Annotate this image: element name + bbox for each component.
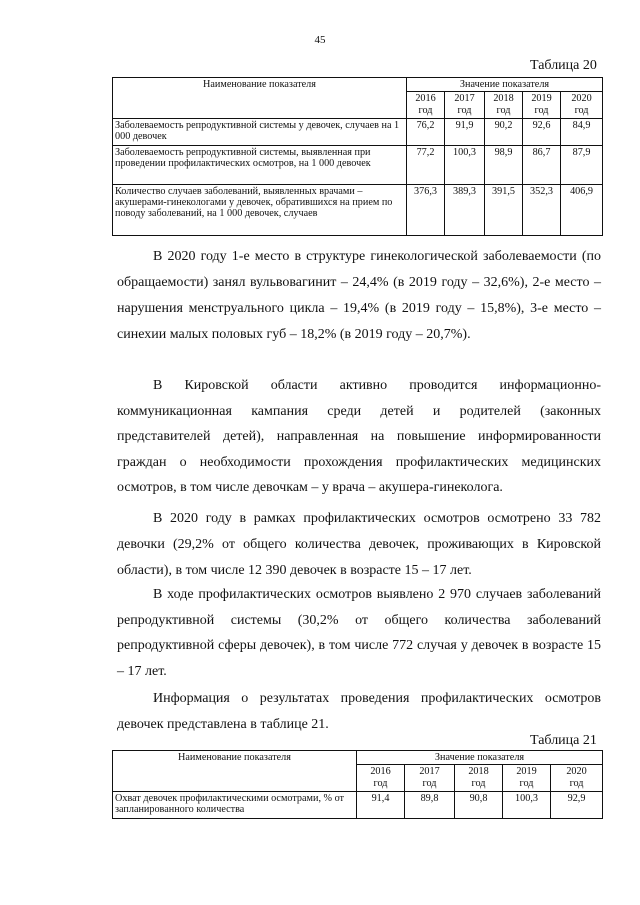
- table20-name-header: Наименование показателя: [113, 78, 407, 119]
- table-cell: 77,2: [407, 146, 445, 185]
- paragraph: В 2020 году 1-е место в структуре гинекологической заболеваемости (по обращаемости) занял вульвовагинит – 24,4% (в 2019 году – 32,6%), 2-е место – нарушения менструального цикла – 19,4% (в 2019 году – 15,8%), 3-е место – синехии малых половых губ – 18,2% (в 2019 году – 20,7%).: [117, 249, 601, 342]
- table20-row-name: Заболеваемость репродуктивной системы, выявленная при проведении профилактических осмотров, на 1 000 девочек: [113, 146, 407, 185]
- table-cell: 92,6: [523, 119, 561, 146]
- table20-year-cell: 2017 год: [445, 92, 485, 119]
- table20-year-cell: 2020 год: [561, 92, 603, 119]
- table-cell: 100,3: [503, 792, 551, 819]
- table-row: [113, 146, 603, 185]
- table21-year-cell: 2016 год: [357, 765, 405, 792]
- table21: [112, 750, 603, 819]
- page-number: 45: [314, 34, 326, 46]
- table-cell: 92,9: [551, 792, 603, 819]
- table21-year-cell: 2019 год: [503, 765, 551, 792]
- table-cell: 406,9: [561, 185, 603, 236]
- table-cell: 98,9: [485, 146, 523, 185]
- table20-year-cell: 2019 год: [523, 92, 561, 119]
- table-cell: 376,3: [407, 185, 445, 236]
- table-cell: 86,7: [523, 146, 561, 185]
- table-cell: 91,9: [445, 119, 485, 146]
- table-cell: 76,2: [407, 119, 445, 146]
- table-row: [113, 185, 603, 236]
- paragraph: Информация о результатах проведения профилактических осмотров девочек представлена в таблице 21.: [117, 691, 601, 732]
- table21-row-name: Охват девочек профилактическими осмотрами, % от запланированного количества: [113, 792, 357, 819]
- table20-year-cell: 2016 год: [407, 92, 445, 119]
- paragraph: В ходе профилактических осмотров выявлено 2 970 случаев заболеваний репродуктивной системы (30,2% от общего количества заболеваний репродуктивной сферы девочек), в том числе 772 случая у девочек в возрасте 15 – 17 лет.: [117, 587, 601, 679]
- table-cell: 100,3: [445, 146, 485, 185]
- table-cell: 90,2: [485, 119, 523, 146]
- table20-value-header: Значение показателя: [407, 78, 603, 92]
- table-row: [113, 792, 603, 819]
- paragraph: В 2020 году в рамках профилактических осмотров осмотрено 33 782 девочки (29,2% от общего количества девочек, проживающих в Кировской области), в том числе 12 390 девочек в возрасте 15 – 17 лет.: [117, 511, 601, 578]
- table21-year-cell: 2017 год: [405, 765, 455, 792]
- table-cell: 90,8: [455, 792, 503, 819]
- table21-value-header: Значение показателя: [357, 751, 603, 765]
- table20-header-row: [113, 78, 603, 92]
- table20-row-name: Количество случаев заболеваний, выявленных врачами – акушерами-гинекологами у девочек, обратившихся на прием по поводу заболеваний, на 1 000 девочек, случаев: [113, 185, 407, 236]
- table-row: [113, 119, 603, 146]
- table20-row-name: Заболеваемость репродуктивной системы у девочек, случаев на 1 000 девочек: [113, 119, 407, 146]
- table20: [112, 77, 603, 236]
- table21-header-row: [113, 751, 603, 765]
- table-cell: 391,5: [485, 185, 523, 236]
- table21-caption: Таблица 21: [530, 733, 597, 748]
- table20-year-cell: 2018 год: [485, 92, 523, 119]
- table-cell: 84,9: [561, 119, 603, 146]
- paragraph: В Кировской области активно проводится информационно-коммуникационная кампания среди детей и родителей (законных представителей детей), направленная на повышение информированности граждан о необходимости прохождения профилактических медицинских осмотров, в том числе девочкам – у врача – акушера-гинеколога.: [117, 378, 601, 496]
- table-cell: 91,4: [357, 792, 405, 819]
- table-cell: 352,3: [523, 185, 561, 236]
- table-cell: 89,8: [405, 792, 455, 819]
- table21-year-cell: 2018 год: [455, 765, 503, 792]
- table-cell: 389,3: [445, 185, 485, 236]
- table-cell: 87,9: [561, 146, 603, 185]
- table20-caption: Таблица 20: [530, 58, 597, 73]
- table21-year-cell: 2020 год: [551, 765, 603, 792]
- table21-name-header: Наименование показателя: [113, 751, 357, 792]
